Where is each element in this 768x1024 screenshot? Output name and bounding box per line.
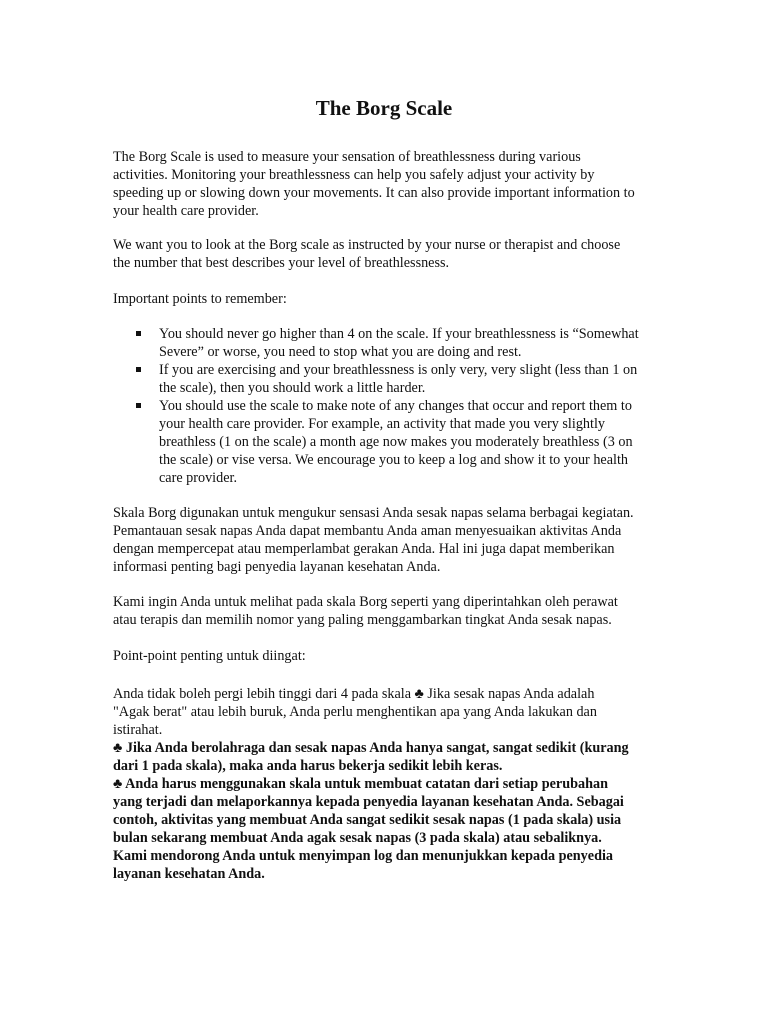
english-points-list <box>113 325 653 487</box>
english-points-heading: Important points to remember: <box>113 291 287 307</box>
indonesian-point-1: Anda tidak boleh pergi lebih tinggi dari 4 pada skala ♣ Jika sesak napas Anda adalah "Agak berat" atau lebih buruk, Anda perlu menghentikan apa yang Anda lakukan dan istirahat. <box>113 686 597 738</box>
indonesian-points-list <box>113 685 633 883</box>
indonesian-point-3: ♣ Anda harus menggunakan skala untuk membuat catatan dari setiap perubahan yang terjadi dan melaporkannya kepada penyedia layanan kesehatan Anda. Sebagai contoh, aktivitas yang membuat Anda sangat sedikit sesak napas (1 pada skala) usia bulan sekarang membuat Anda agak sesak napas (3 pada skala) atau sebaliknya. Kami mendorong Anda untuk menyimpan log dan menunjukkan kepada penyedia layanan kesehatan Anda. <box>113 776 624 882</box>
indonesian-instruction-paragraph: Kami ingin Anda untuk melihat pada skala Borg seperti yang diperintahkan oleh perawat atau terapis dan memilih nomor yang paling menggambarkan tingkat Anda sesak napas. <box>113 594 618 628</box>
bullet-square-icon <box>136 367 141 372</box>
indonesian-intro-paragraph: Skala Borg digunakan untuk mengukur sensasi Anda sesak napas selama berbagai kegiatan. Pemantauan sesak napas Anda dapat membantu Anda aman menyesuaikan aktivitas Anda dengan mempercepat atau memperlambat gerakan Anda. Hal ini juga dapat memberikan informasi penting bagi penyedia layanan kesehatan Anda. <box>113 505 634 575</box>
english-intro-paragraph: The Borg Scale is used to measure your sensation of breathlessness during various activities. Monitoring your breathlessness can help you safely adjust your activity by speeding up or slowing down your movements. It can also provide important information to your health care provider. <box>113 149 635 219</box>
list-item: You should use the scale to make note of any changes that occur and report them to your health care provider. For example, an activity that made you very slightly breathless (1 on the scale) a month age now makes you moderately breathless (3 on the scale) or vise versa. We encourage you to keep a log and show it to your health care provider. <box>113 397 653 487</box>
indonesian-points-heading: Point-point penting untuk diingat: <box>113 648 306 664</box>
list-item: If you are exercising and your breathlessness is only very, very slight (less than 1 on the scale), then you should work a little harder. <box>113 361 653 397</box>
document-title: The Borg Scale <box>315 96 453 120</box>
indonesian-point-2: ♣ Jika Anda berolahraga dan sesak napas Anda hanya sangat, sangat sedikit (kurang dari 1 pada skala), maka anda harus bekerja sedikit lebih keras. <box>113 740 629 774</box>
bullet-square-icon <box>136 331 141 336</box>
english-instruction-paragraph: We want you to look at the Borg scale as instructed by your nurse or therapist and choose the number that best describes your level of breathlessness. <box>113 237 621 271</box>
bullet-square-icon <box>136 403 141 408</box>
list-item: You should never go higher than 4 on the scale. If your breathlessness is “Somewhat Severe” or worse, you need to stop what you are doing and rest. <box>113 325 653 361</box>
